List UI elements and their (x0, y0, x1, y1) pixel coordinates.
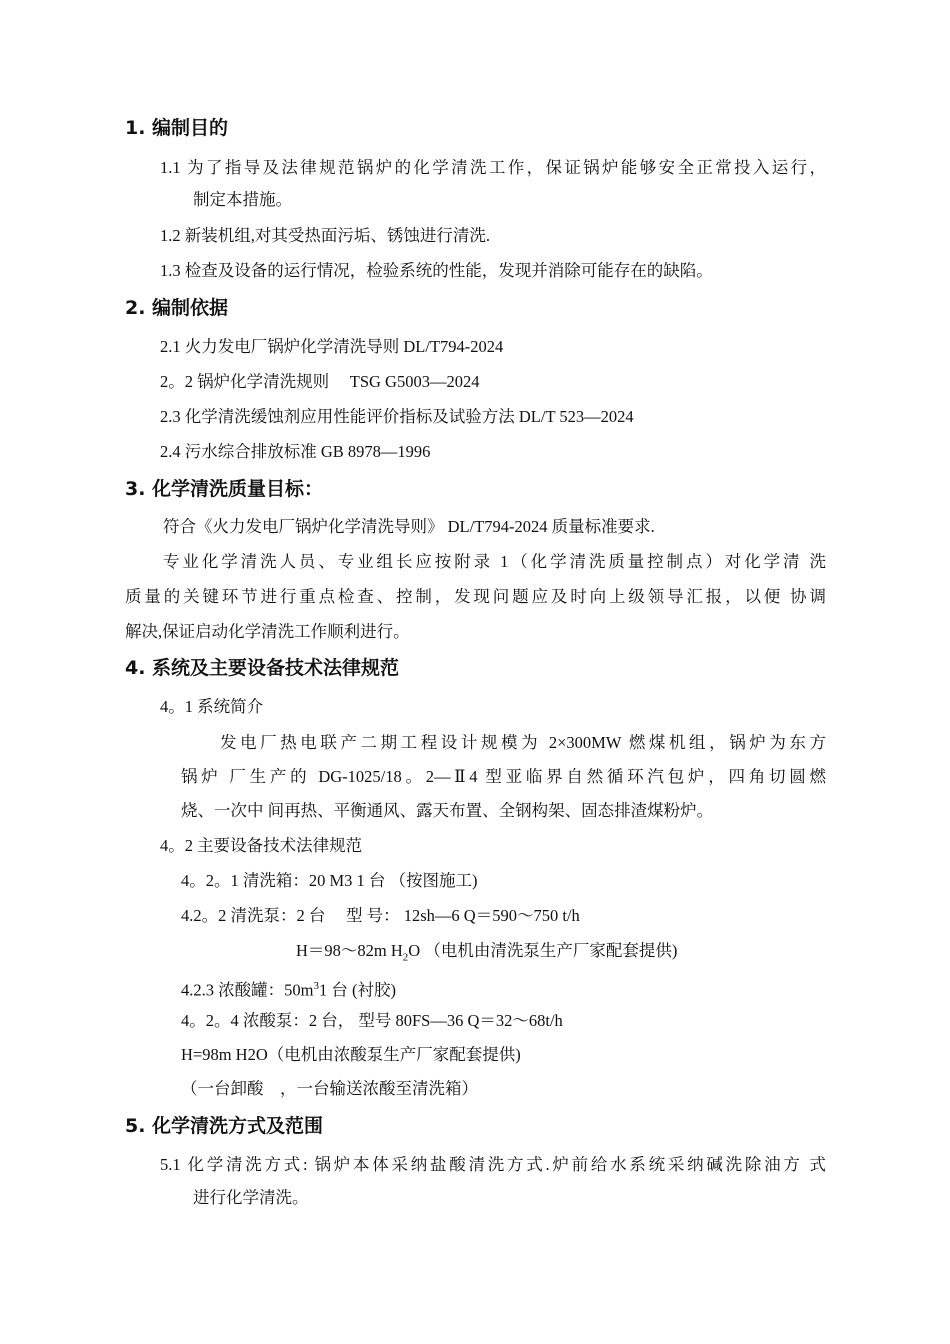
item-2-3: 2.3 化学清洗缓蚀剂应用性能评价指标及试验方法 DL/T 523—2024 (160, 407, 634, 426)
acid-tank-superscript: 3 (313, 980, 319, 992)
item-1-3: 1.3 检查及设备的运行情况，检验系统的性能，发现并消除可能存在的缺陷。 (160, 261, 713, 280)
pump-head-subscript: 2 (402, 951, 409, 964)
section-heading-3: 3. 化学清洗质量目标： (125, 478, 324, 500)
subsection-4-2: 4。2 主要设备技术法律规范 (160, 836, 363, 855)
equipment-acid-pump: 4。2。4 浓酸泵：2 台， 型号 80FS—36 Q＝32～68t/h (181, 1011, 563, 1030)
subsection-4-1: 4。1 系统简介 (160, 697, 264, 716)
item-1-1-line1: 1.1 为了指导及法律规范锅炉的化学清洗工作，保证锅炉能够安全正常投入运行， (160, 158, 826, 177)
section-heading-5: 5. 化学清洗方式及范围 (125, 1115, 324, 1137)
system-intro-line3: 烧、一次中 间再热、平衡通风、露天布置、全钢构架、固态排渣煤粉炉。 (181, 801, 714, 820)
acid-tank-text: 4.2.3 浓酸罐：50m (181, 980, 314, 1000)
item-1-2: 1.2 新装机组,对其受热面污垢、锈蚀进行清洗. (160, 226, 490, 245)
acid-tank-text-end: 1 台 (衬胶) (318, 980, 396, 1000)
item-1-1-line2: 制定本措施。 (193, 190, 292, 209)
equipment-cleaning-tank: 4。2。1 清洗箱：20 M3 1 台 （按图施工) (181, 871, 478, 890)
equipment-acid-pump-head: H=98m H2O（电机由浓酸泵生产厂家配套提供) (181, 1045, 521, 1064)
item-2-4: 2.4 污水综合排放标准 GB 8978—1996 (160, 442, 431, 461)
section-heading-4: 4. 系统及主要设备技术法律规范 (125, 657, 400, 679)
quality-control-line3: 解决,保证启动化学清洗工作顺利进行。 (125, 622, 410, 641)
equipment-cleaning-pump: 4.2。2 清洗泵：2 台 型 号： 12sh—6 Q＝590～750 t/h (181, 906, 580, 925)
equipment-acid-tank (181, 975, 396, 1002)
equipment-cleaning-pump-head (296, 940, 677, 968)
pump-head-text-end: O （电机由清洗泵生产厂家配套提供) (408, 941, 678, 960)
quality-control-line1: 专业化学清洗人员、专业组长应按附录 1（化学清洗质量控制点）对化学清 洗 (163, 552, 826, 571)
item-5-1-line2: 进行化学清洗。 (193, 1188, 309, 1207)
system-intro-line2: 锅炉 厂生产的 DG-1025/18。2—Ⅱ4 型亚临界自然循环汽包炉，四角切圆燃 (181, 767, 826, 786)
equipment-acid-pump-note: （一台卸酸 ，一台输送浓酸至清洗箱） (181, 1079, 478, 1098)
item-2-1: 2.1 火力发电厂锅炉化学清洗导则 DL/T794-2024 (160, 337, 504, 356)
item-2-2: 2。2 锅炉化学清洗规则 TSG G5003—2024 (160, 372, 480, 391)
system-intro-line1: 发电厂热电联产二期工程设计规模为 2×300MW 燃煤机组，锅炉为东方 (220, 733, 826, 752)
section-heading-1: 1. 编制目的 (125, 117, 229, 139)
pump-head-text: H＝98～82m H (296, 941, 403, 960)
item-5-1-line1: 5.1 化学清洗方式: 锅炉本体采纳盐酸清洗方式.炉前给水系统采纳碱洗除油方 式 (160, 1155, 826, 1174)
quality-control-line2: 质量的关键环节进行重点检查、控制，发现问题应及时向上级领导汇报，以便 协调 (125, 587, 826, 606)
section-heading-2: 2. 编制依据 (125, 297, 229, 319)
quality-target-para: 符合《火力发电厂锅炉化学清洗导则》 DL/T794-2024 质量标准要求. (163, 517, 655, 536)
